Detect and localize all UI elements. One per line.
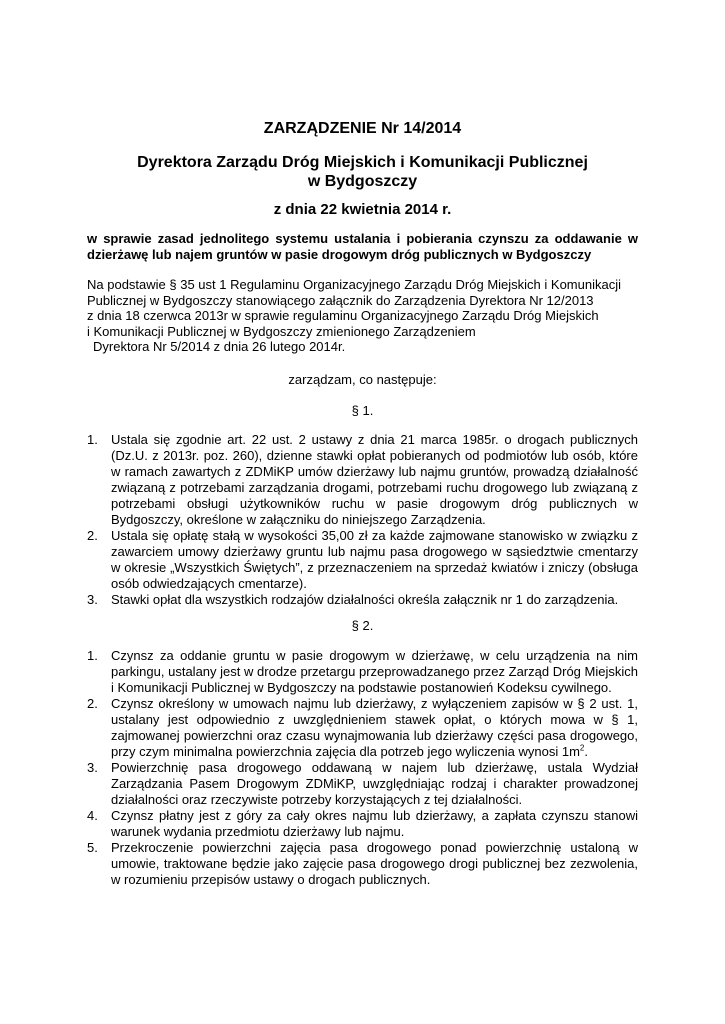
section-heading: § 2. xyxy=(351,618,374,633)
item-text: Powierzchnię pasa drogowego oddawaną w najem lub dzierżawę, ustala Wydział Zarządzania Pasem Drogowym ZDMiKP, uwzględniając rodzaj i charakter prowadzonej działalności oraz rzeczywiste potrzeby korzystających z tej działalności. xyxy=(111,760,638,807)
legal-basis-line: Publicznej w Bydgoszczy stanowiącego załącznik do Zarządzenia Dyrektora Nr 12/2013 xyxy=(87,292,594,308)
item-number: 3. xyxy=(87,760,98,775)
decree-phrase: zarządzam, co następuje: xyxy=(288,372,437,387)
authority-line: w Bydgoszczy xyxy=(307,173,418,190)
item-text: Ustala się zgodnie art. 22 ust. 2 ustawy z dnia 21 marca 1985r. o drogach publicznych (Dz.U. z 2013r. poz. 260), dzienne stawki opłat pobieranych od podmiotów lub osób, które w ramach zawartych z ZDMiKP umów dzierżawy lub najmu gruntów, prowadzą działalność związaną z potrzebami zarządzania drogami, potrzebami ruchu drogowego lub związaną z potrzebami obsługi użytkowników ruchu w pasie drogowym dróg publicznych w Bydgoszczy, określone w załączniku do niniejszego Zarządzenia. xyxy=(111,432,638,527)
legal-basis-line: z dnia 18 czerwca 2013r w sprawie regulaminu Organizacyjnego Zarządu Dróg Miejskich xyxy=(87,308,599,323)
item-text: Ustala się opłatę stałą w wysokości 35,00 zł za każde zajmowane stanowisko w związku z zawarciem umowy dzierżawy gruntu lub najmu pasa drogowego w sąsiedztwie cmentarzy w okresie „Wszystkich Świętych”, z przeznaczeniem na sprzedaż kwiatów i zniczy (obsługa osób odwiedzających cmentarze). xyxy=(111,528,638,591)
item-text-suffix: . xyxy=(584,744,588,759)
list-item xyxy=(87,592,638,608)
issuing-authority xyxy=(0,153,725,191)
list-item xyxy=(87,808,638,840)
item-number: 4. xyxy=(87,808,98,823)
list-item xyxy=(87,840,638,888)
legal-basis xyxy=(87,277,642,355)
item-text: Przekroczenie powierzchni zajęcia pasa drogowego ponad powierzchnię ustaloną w umowie, traktowane będzie jako zajęcie pasa drogowego drogi publicznej bez zezwolenia, w rozumieniu przepisów ustawy o drogach publicznych. xyxy=(111,840,638,887)
item-number: 3. xyxy=(87,592,98,607)
section-2-list xyxy=(87,648,638,888)
item-text: Stawki opłat dla wszystkich rodzajów działalności określa załącznik nr 1 do zarządzenia. xyxy=(111,592,619,607)
item-text xyxy=(111,696,638,760)
item-number: 5. xyxy=(87,840,98,855)
list-item xyxy=(87,760,638,808)
item-number: 2. xyxy=(87,696,98,711)
item-text-body: Czynsz określony w umowach najmu lub dzierżawy, z wyłączeniem zapisów w § 2 ust. 1, ustalany jest odpowiednio z uwzględnieniem stawek opłat, o których mowa w § 1, zajmowanej powierzchni oraz czasu wynajmowania lub dzierżawy części pasa drogowego, przy czym minimalna powierzchnia zajęcia dla potrzeb jego wyliczenia wynosi 1m xyxy=(111,696,638,759)
document-date: z dnia 22 kwietnia 2014 r. xyxy=(273,201,452,218)
section-heading: § 1. xyxy=(351,403,374,418)
item-number: 2. xyxy=(87,528,98,543)
item-number: 1. xyxy=(87,432,98,447)
legal-basis-line: Dyrektora Nr 5/2014 z dnia 26 lutego 2014r. xyxy=(93,339,346,354)
section-1-list xyxy=(87,432,638,608)
item-text: Czynsz za oddanie gruntu w pasie drogowym w dzierżawę, w celu urządzenia na nim parkingu, ustalany jest w drodze przetargu przeprowadzanego przez Zarząd Dróg Miejskich i Komunikacji Publicznej w Bydgoszczy na podstawie postanowień Kodeksu cywilnego. xyxy=(111,648,638,695)
list-item xyxy=(87,432,638,528)
list-item xyxy=(87,696,638,760)
item-number: 1. xyxy=(87,648,98,663)
legal-basis-line: Na podstawie § 35 ust 1 Regulaminu Organizacyjnego Zarządu Dróg Miejskich i Komunikacji xyxy=(87,277,621,292)
superscript: 2 xyxy=(579,743,585,753)
legal-basis-line: i Komunikacji Publicznej w Bydgoszczy zmienionego Zarządzeniem xyxy=(87,323,476,339)
list-item xyxy=(87,648,638,696)
document-subject: w sprawie zasad jednolitego systemu ustalania i pobierania czynszu za oddawanie w dzierżawę lub najem gruntów w pasie drogowym dróg publicznych w Bydgoszczy xyxy=(87,231,638,262)
item-text: Czynsz płatny jest z góry za cały okres najmu lub dzierżawy, a zapłata czynszu stanowi warunek wydania przedmiotu dzierżawy lub najmu. xyxy=(111,808,638,839)
authority-line: Dyrektora Zarządu Dróg Miejskich i Komunikacji Publicznej xyxy=(137,154,588,171)
list-item xyxy=(87,528,638,592)
document-title: ZARZĄDZENIE Nr 14/2014 xyxy=(263,120,462,137)
